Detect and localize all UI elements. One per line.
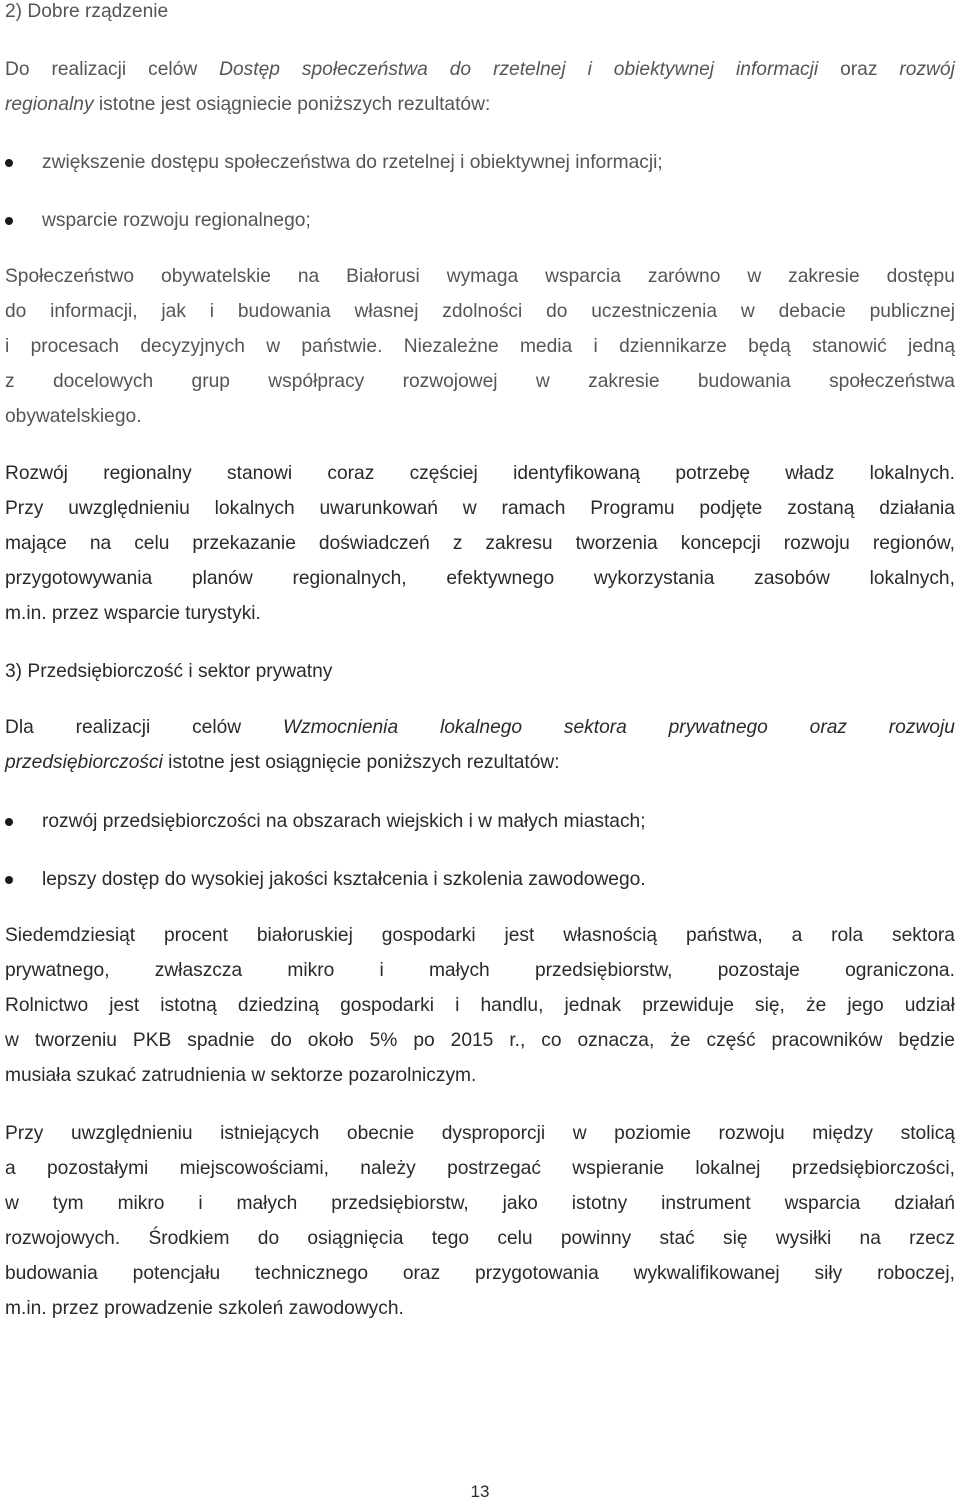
word: na (297, 266, 320, 287)
section-heading: 2) Dobre rządzenie (5, 1, 169, 22)
word: prywatnego (668, 717, 768, 738)
word: sektora (563, 717, 627, 738)
word: potencjału (132, 1263, 221, 1284)
paragraph-line (5, 918, 955, 953)
bullet-dot-icon (5, 217, 13, 225)
word: roboczej, (877, 1263, 955, 1284)
word: Programu (590, 498, 675, 519)
text-run: obywatelskiego. (5, 406, 142, 427)
italic-run: przedsiębiorczości (5, 752, 163, 773)
word: celu (134, 533, 170, 554)
word: społeczeństwa (301, 59, 428, 80)
word: decyzyjnych (140, 336, 245, 357)
word: rzetelnej (493, 59, 566, 80)
text-run: istotne jest osiągnięcie poniższych rezultatów: (162, 752, 560, 773)
word: Dla (5, 717, 34, 738)
word: zarówno (647, 266, 721, 287)
word: jedną (908, 336, 955, 357)
paragraph-line (5, 596, 955, 631)
word: lokalnej (695, 1158, 761, 1179)
page-number: 13 (470, 1482, 490, 1501)
paragraph-line (5, 456, 955, 491)
word: przewiduje (642, 995, 734, 1016)
word: Białorusi (346, 266, 420, 287)
word: istotny (571, 1193, 628, 1214)
word: się (723, 1228, 748, 1249)
word: do (449, 59, 472, 80)
word: własnością (563, 925, 658, 946)
intro-line (5, 87, 955, 122)
word: pozostałymi (47, 1158, 149, 1179)
word: debacie (778, 301, 846, 322)
word: tworzeniu (34, 1030, 117, 1051)
word: Rolnictwo (5, 995, 89, 1016)
word: tym (52, 1193, 84, 1214)
word: przedsiębiorstw, (534, 960, 673, 981)
word: działań (894, 1193, 955, 1214)
word: budowania (5, 1263, 98, 1284)
intro-line (5, 710, 955, 745)
word: w (535, 371, 550, 392)
word: uwarunkowań (319, 498, 438, 519)
word: w (462, 498, 477, 519)
word: gospodarki (381, 925, 476, 946)
word: rzecz (909, 1228, 955, 1249)
intro-line (5, 745, 955, 780)
word: procent (164, 925, 228, 946)
word: poziomie (614, 1123, 691, 1144)
word: Społeczeństwo (5, 266, 135, 287)
word: koncepcji (680, 533, 761, 554)
word: podjęte (699, 498, 763, 519)
word: społeczeństwa (829, 371, 955, 392)
word: przedsiębiorczości, (791, 1158, 955, 1179)
word: dostępu (886, 266, 955, 287)
word: Do (5, 59, 30, 80)
word: na (859, 1228, 881, 1249)
word: i (587, 59, 592, 80)
bullet-item (5, 145, 960, 180)
paragraph-line (5, 1221, 955, 1256)
word: mające (5, 533, 67, 554)
word: że (670, 1030, 691, 1051)
word: celów (192, 717, 242, 738)
word: regionalnych, (292, 568, 407, 589)
word: PKB (132, 1030, 172, 1051)
text-run: m.in. przez wsparcie turystyki. (5, 603, 261, 624)
word: udział (904, 995, 955, 1016)
word: pracowników (771, 1030, 883, 1051)
word: uczestniczenia (591, 301, 718, 322)
word: dysproporcji (441, 1123, 546, 1144)
word: i (379, 960, 384, 981)
word: wykorzystania (593, 568, 715, 589)
word: białoruskiej (256, 925, 353, 946)
bullet-item (5, 203, 960, 238)
word: celów (148, 59, 198, 80)
word: stolicą (900, 1123, 955, 1144)
word: jest (109, 995, 140, 1016)
word: technicznego (254, 1263, 369, 1284)
word: sektora (892, 925, 955, 946)
word: własnej (354, 301, 419, 322)
word: regionów, (872, 533, 955, 554)
word: a (5, 1158, 16, 1179)
word: istotną (160, 995, 217, 1016)
word: około (307, 1030, 354, 1051)
word: oraz (402, 1263, 441, 1284)
word: uwzględnieniu (68, 498, 190, 519)
word: zostaną (787, 498, 855, 519)
paragraph-line (5, 1151, 955, 1186)
word: do (270, 1030, 292, 1051)
word: i (5, 336, 10, 357)
section-heading: 3) Przedsiębiorczość i sektor prywatny (5, 661, 333, 682)
word: Wzmocnienia (282, 717, 399, 738)
word: grup (191, 371, 230, 392)
word: media (519, 336, 573, 357)
word: gospodarki (340, 995, 434, 1016)
bullet-item (5, 804, 960, 839)
word: i (455, 995, 460, 1016)
word: wsparcia (784, 1193, 861, 1214)
word: z (452, 533, 463, 554)
bullet-text: lepszy dostęp do wysokiej jakości kształcenia i szkolenia zawodowego. (42, 869, 646, 890)
word: między (812, 1123, 874, 1144)
word: częściej (409, 463, 478, 484)
word: Niezależne (403, 336, 499, 357)
word: oraz (809, 717, 847, 738)
word: regionalny (103, 463, 192, 484)
word: co (541, 1030, 562, 1051)
word: obywatelskie (161, 266, 271, 287)
word: Przy (5, 1123, 44, 1144)
word: część (706, 1030, 756, 1051)
word: przedsiębiorstw, (331, 1193, 469, 1214)
word: należy (360, 1158, 416, 1179)
word: a (791, 925, 803, 946)
word: stanowić (812, 336, 887, 357)
word: spadnie (187, 1030, 255, 1051)
word: informacji (736, 59, 819, 80)
word: stanowi (227, 463, 293, 484)
paragraph-line (5, 526, 955, 561)
word: oraz (840, 59, 878, 80)
bullet-dot-icon (5, 818, 13, 826)
paragraph-line (5, 329, 955, 364)
word: rozwoju (783, 533, 850, 554)
word: państwie. (301, 336, 383, 357)
word: postrzegać (447, 1158, 541, 1179)
paragraph-line (5, 491, 955, 526)
word: istniejących (220, 1123, 320, 1144)
bullet-dot-icon (5, 159, 13, 167)
word: że (806, 995, 827, 1016)
word: mikro (287, 960, 335, 981)
word: publicznej (869, 301, 955, 322)
word: państwa, (685, 925, 763, 946)
word: lokalnych. (869, 463, 955, 484)
word: dziedziną (237, 995, 319, 1016)
bullet-dot-icon (5, 876, 13, 884)
paragraph-line (5, 399, 955, 434)
paragraph-line (5, 953, 955, 988)
word: jego (847, 995, 884, 1016)
paragraph-line (5, 1186, 955, 1221)
intro-line (5, 52, 955, 87)
word: wymaga (446, 266, 519, 287)
word: do (5, 301, 27, 322)
paragraph-line (5, 561, 955, 596)
word: przygotowywania (5, 568, 153, 589)
word: instrument (661, 1193, 751, 1214)
paragraph-line (5, 1291, 955, 1326)
paragraph-line (5, 1058, 955, 1093)
word: rozwoju (718, 1123, 785, 1144)
word: współpracy (268, 371, 365, 392)
word: Przy (5, 498, 44, 519)
word: w (5, 1030, 19, 1051)
word: realizacji (75, 717, 151, 738)
word: jako (502, 1193, 538, 1214)
word: stać (659, 1228, 695, 1249)
word: ramach (501, 498, 566, 519)
word: siły (814, 1263, 843, 1284)
word: uwzględnieniu (70, 1123, 193, 1144)
word: Dostęp (219, 59, 280, 80)
word: identyfikowaną (513, 463, 641, 484)
word: zdolności (442, 301, 523, 322)
bullet-text: zwiększenie dostępu społeczeństwa do rzetelnej i obiektywnej informacji; (42, 152, 663, 173)
word: wykwalifikowanej (633, 1263, 780, 1284)
word: Siedemdziesiąt (5, 925, 136, 946)
word: rozwojowych. (5, 1228, 121, 1249)
text-run: musiała szukać zatrudnienia w sektorze pozarolniczym. (5, 1065, 477, 1086)
paragraph-line (5, 1116, 955, 1151)
word: jak (161, 301, 186, 322)
word: w (5, 1193, 19, 1214)
word: działania (879, 498, 955, 519)
word: na (89, 533, 112, 554)
word: zakresu (485, 533, 553, 554)
word: władz (785, 463, 835, 484)
text-run: m.in. przez prowadzenie szkoleń zawodowych. (5, 1298, 404, 1319)
word: 2015 (450, 1030, 494, 1051)
paragraph-line (5, 988, 955, 1023)
word: pozostaje (717, 960, 800, 981)
word: małych (236, 1193, 298, 1214)
word: obiektywnej (613, 59, 715, 80)
word: r., (509, 1030, 526, 1051)
word: do (546, 301, 568, 322)
text-run: istotne jest osiągniecie poniższych rezultatów: (93, 94, 491, 115)
word: obecnie (346, 1123, 415, 1144)
word: małych (428, 960, 490, 981)
word: efektywnego (446, 568, 555, 589)
word: rozwojowej (402, 371, 498, 392)
word: do (257, 1228, 280, 1249)
word: po (413, 1030, 435, 1051)
word: lokalnego (439, 717, 523, 738)
word: przygotowania (475, 1263, 599, 1284)
paragraph-line (5, 294, 955, 329)
word: powinny (560, 1228, 632, 1249)
word: zakresie (788, 266, 860, 287)
word: ograniczona. (845, 960, 955, 981)
word: zwłaszcza (154, 960, 243, 981)
paragraph-line (5, 259, 955, 294)
word: przekazanie (192, 533, 296, 554)
word: dziennikarze (619, 336, 727, 357)
word: informacji, (50, 301, 138, 322)
word: się, (755, 995, 785, 1016)
word: rozwoju (888, 717, 955, 738)
word: potrzebę (675, 463, 750, 484)
word: wsparcia (545, 266, 621, 287)
word: zakresie (588, 371, 660, 392)
word: planów (191, 568, 253, 589)
word: rozwój (899, 59, 955, 80)
word: docelowych (52, 371, 154, 392)
word: lokalnych (214, 498, 295, 519)
word: w (740, 301, 755, 322)
word: Rozwój (5, 463, 68, 484)
word: 5% (369, 1030, 398, 1051)
word: z (5, 371, 15, 392)
word: wspieranie (572, 1158, 665, 1179)
word: będą (748, 336, 791, 357)
word: i (593, 336, 598, 357)
word: w (266, 336, 281, 357)
word: lokalnych, (869, 568, 955, 589)
word: będzie (898, 1030, 955, 1051)
word: zasobów (754, 568, 830, 589)
word: w (572, 1123, 587, 1144)
word: prywatnego, (5, 960, 110, 981)
word: osiągnięcia (307, 1228, 404, 1249)
bullet-item (5, 862, 960, 897)
word: jest (504, 925, 535, 946)
word: oznacza, (577, 1030, 655, 1051)
word: w (747, 266, 762, 287)
word: rola (831, 925, 864, 946)
bullet-text: wsparcie rozwoju regionalnego; (42, 210, 311, 231)
word: jednak (564, 995, 622, 1016)
word: handlu, (480, 995, 544, 1016)
word: realizacji (51, 59, 127, 80)
italic-run: regionalny (5, 94, 94, 115)
word: Środkiem (148, 1228, 230, 1249)
word: budowania (697, 371, 791, 392)
word: mikro (117, 1193, 165, 1214)
word: coraz (327, 463, 375, 484)
paragraph-line (5, 1256, 955, 1291)
word: doświadczeń (318, 533, 430, 554)
word: miejscowościami, (179, 1158, 329, 1179)
word: i (209, 301, 215, 322)
word: tego (431, 1228, 470, 1249)
word: tworzenia (575, 533, 658, 554)
word: procesach (30, 336, 120, 357)
paragraph-line (5, 1023, 955, 1058)
paragraph-line (5, 364, 955, 399)
word: wysiłki (775, 1228, 832, 1249)
word: budowania (237, 301, 331, 322)
word: i (198, 1193, 203, 1214)
word: celu (497, 1228, 533, 1249)
bullet-text: rozwój przedsiębiorczości na obszarach wiejskich i w małych miastach; (42, 811, 646, 832)
